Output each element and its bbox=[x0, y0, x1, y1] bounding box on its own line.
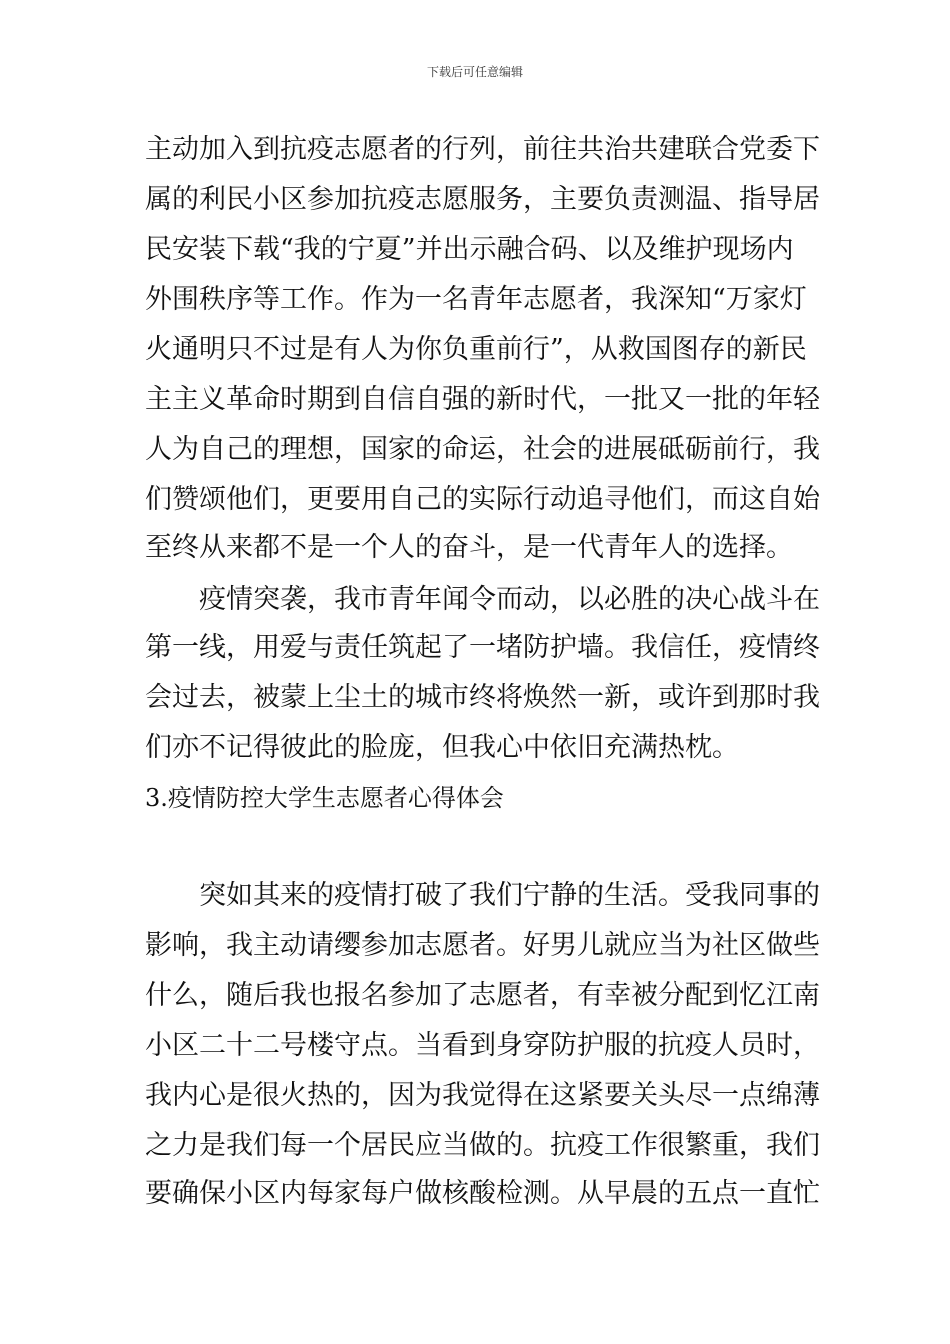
paragraph-line: 疫情突袭，我市青年闻令而动，以必胜的决心战斗在 bbox=[199, 584, 820, 615]
paragraph-line: 第一线，用爱与责任筑起了一堵防护墙。我信任，疫情终 bbox=[145, 632, 820, 663]
paragraph-line: 民安装下载“我的宁夏”并出示融合码、以及维护现场内 bbox=[145, 234, 794, 265]
paragraph-line: 小区二十二号楼守点。当看到身穿防护服的抗疫人员时， bbox=[145, 1030, 820, 1061]
paragraph-line: 影响，我主动请缨参加志愿者。好男儿就应当为社区做些 bbox=[145, 930, 820, 961]
page-header: 下载后可任意编辑 bbox=[426, 65, 523, 79]
section-heading: 3.疫情防控大学生志愿者心得体会 bbox=[145, 784, 504, 812]
paragraph-line: 什么，随后我也报名参加了志愿者，有幸被分配到忆江南 bbox=[145, 980, 820, 1011]
paragraph-line: 之力是我们每一个居民应当做的。抗疫工作很繁重，我们 bbox=[145, 1130, 820, 1161]
paragraph-line: 主主义革命时期到自信自强的新时代，一批又一批的年轻 bbox=[145, 384, 820, 415]
paragraph-line: 们赞颂他们，更要用自己的实际行动追寻他们，而这自始 bbox=[145, 484, 820, 515]
paragraph-line: 们亦不记得彼此的脸庞，但我心中依旧充满热枕。 bbox=[145, 732, 739, 763]
paragraph-line: 主动加入到抗疫志愿者的行列，前往共治共建联合党委下 bbox=[145, 134, 820, 165]
paragraph-line: 突如其来的疫情打破了我们宁静的生活。受我同事的 bbox=[199, 880, 820, 911]
paragraph-line: 人为自己的理想，国家的命运，社会的进展砥砺前行，我 bbox=[145, 434, 820, 465]
paragraph-line: 要确保小区内每家每户做核酸检测。从早晨的五点一直忙 bbox=[145, 1178, 820, 1209]
paragraph-line: 我内心是很火热的，因为我觉得在这紧要关头尽一点绵薄 bbox=[145, 1080, 820, 1111]
paragraph-line: 至终从来都不是一个人的奋斗，是一代青年人的选择。 bbox=[145, 532, 793, 563]
paragraph-line: 火通明只不过是有人为你负重前行”，从救国图存的新民 bbox=[145, 334, 807, 365]
paragraph-line: 属的利民小区参加抗疫志愿服务，主要负责测温、指导居 bbox=[145, 184, 820, 215]
paragraph-line: 会过去，被蒙上尘土的城市终将焕然一新，或许到那时我 bbox=[145, 682, 820, 713]
paragraph-line: 外围秩序等工作。作为一名青年志愿者，我深知“万家灯 bbox=[145, 284, 807, 315]
